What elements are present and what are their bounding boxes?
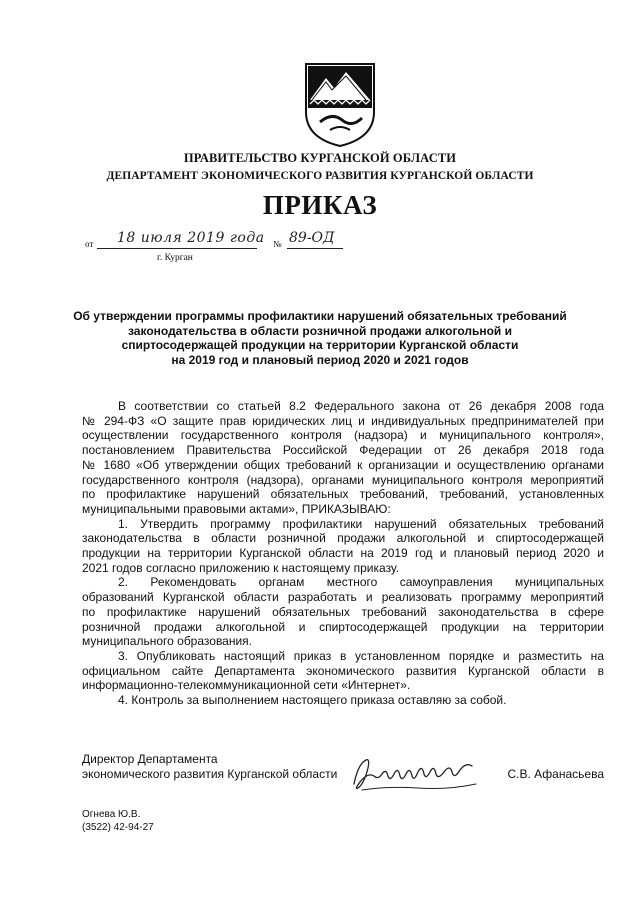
text-line: образований Курганской области разработать и реализовать программу мероприятий: [82, 590, 604, 605]
text-line: муниципальными правовыми актами», ПРИКАЗЫВАЮ:: [82, 501, 391, 516]
text-line: законодательства в области розничной продажи алкогольной и спиртосодержащей: [82, 531, 604, 546]
signatory-position: экономического развития Курганской области: [82, 767, 338, 781]
text-line: 2. Рекомендовать органам местного самоуправления муниципальных: [118, 575, 604, 590]
text-line: 2021 годов согласно приложению к настоящему приказу.: [82, 560, 400, 575]
document-number: 89-ОД: [289, 230, 335, 246]
executor-name: Огнева Ю.В.: [82, 809, 141, 820]
subject-line: на 2019 год и плановый период 2020 и 2021 годов: [171, 353, 469, 368]
subject-line: спиртосодержащей продукции на территории Курганской области: [121, 338, 519, 353]
text-line: розничной продажи алкогольной и спиртосодержащей продукции на территории: [82, 619, 604, 634]
subject-line: законодательства в области розничной продажи алкогольной и: [127, 323, 513, 338]
order-item-2: [82, 575, 604, 649]
text-line: государственного контроля (надзора), органами муниципального контроля мероприятий: [82, 472, 604, 487]
text-line: по профилактике нарушений обязательных требований, требований, установленных: [82, 487, 604, 502]
document-date: 18 июля 2019 года: [117, 230, 265, 246]
document-type-title: ПРИКАЗ: [262, 190, 378, 220]
text-line: 3. Опубликовать настоящий приказ в установленном порядке и разместить на: [118, 648, 604, 663]
signatory-name: С.В. Афанасьева: [507, 767, 604, 781]
executor-phone: (3522) 42-94-27: [82, 822, 154, 833]
text-line: № 294-ФЗ «О защите прав юридических лиц и индивидуальных предпринимателей при: [82, 413, 604, 428]
executor-info: [82, 808, 154, 834]
text-line: 1. Утвердить программу профилактики нарушений обязательных требований: [118, 516, 604, 531]
number-label: №: [273, 239, 282, 249]
order-item-1: [82, 517, 604, 576]
order-item-3: [82, 649, 604, 693]
signatory-position: Директор Департамента: [82, 752, 218, 766]
handwritten-signature-icon: [348, 750, 480, 796]
text-line: информационно-телекоммуникационной сети «Интернет».: [82, 678, 411, 693]
document-meta: [85, 228, 445, 268]
kurgan-coat-of-arms-icon: [302, 60, 378, 148]
number-underline: [287, 248, 343, 249]
date-underline: [97, 248, 257, 249]
text-line: № 1680 «Об утверждении общих требований к организации и осуществлению органами: [82, 457, 604, 472]
text-line: муниципального образования.: [82, 634, 253, 649]
text-line: 4. Контроль за выполнением настоящего приказа оставляю за собой.: [118, 693, 507, 708]
document-body: [82, 399, 604, 708]
text-line: постановлением Правительства Российской Федерации от 26 декабря 2018 года: [82, 443, 604, 458]
preamble-paragraph: [82, 399, 604, 517]
text-line: В соответствии со статьей 8.2 Федерального закона от 26 декабря 2008 года: [118, 399, 604, 413]
government-name: ПРАВИТЕЛЬСТВО КУРГАНСКОЙ ОБЛАСТИ: [183, 151, 457, 165]
text-line: по профилактике нарушений обязательных требований законодательства в сфере: [82, 604, 604, 619]
document-city: г. Курган: [157, 253, 193, 263]
date-prefix-label: от: [85, 239, 94, 249]
text-line: осуществлении государственного контроля (надзора) и муниципального контроля»,: [82, 428, 604, 443]
subject-line: Об утверждении программы профилактики нарушений обязательных требований: [73, 309, 567, 323]
order-item-4: [82, 693, 604, 708]
text-line: продукции на территории Курганской области на 2019 год и плановый период 2020 и: [82, 546, 604, 561]
document-subject: [70, 309, 570, 368]
department-name: ДЕПАРТАМЕНТ ЭКОНОМИЧЕСКОГО РАЗВИТИЯ КУРГАНСКОЙ ОБЛАСТИ: [106, 170, 534, 182]
text-line: официальном сайте Департамента экономического развития Курганской области в: [82, 663, 604, 678]
